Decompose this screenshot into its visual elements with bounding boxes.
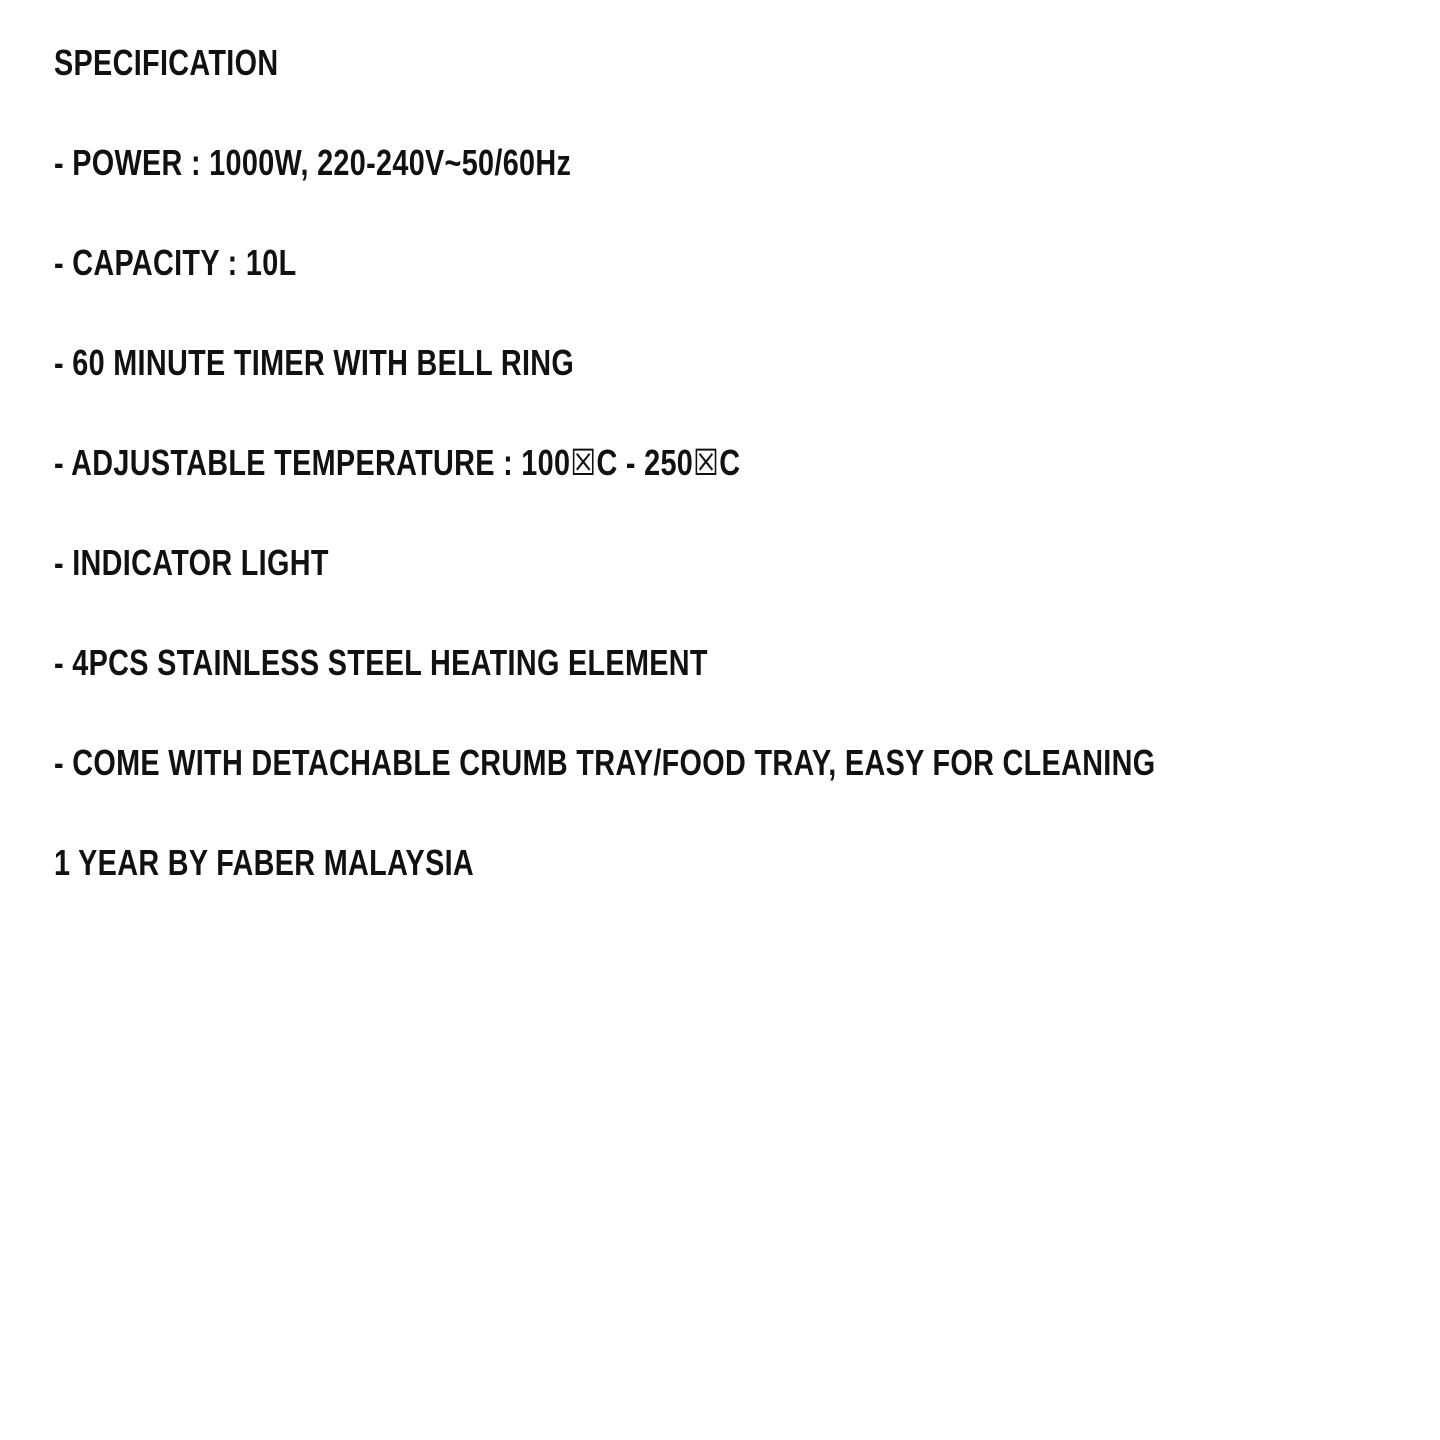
spec-item-capacity [54, 238, 1142, 338]
spec-item-crumb-tray [54, 738, 1156, 838]
spec-item-temperature [54, 438, 1142, 538]
spec-item-text: - COME WITH DETACHABLE CRUMB TRAY/FOOD TRAY, EASY FOR CLEANING [54, 742, 1156, 783]
spec-item-power [54, 138, 1142, 238]
spec-item-text: - 60 MINUTE TIMER WITH BELL RING [54, 342, 575, 383]
spec-item-text: - CAPACITY : 10L [54, 242, 297, 283]
spec-item-text: - INDICATOR LIGHT [54, 542, 329, 583]
spec-item-text: - POWER : 1000W, 220-240V~50/60Hz [54, 142, 572, 183]
spec-heading-text: SPECIFICATION [54, 42, 279, 83]
warranty-line [54, 838, 1142, 938]
spec-item-text: - ADJUSTABLE TEMPERATURE : 100☒C - 250☒C [54, 442, 741, 483]
spec-item-text: - 4PCS STAINLESS STEEL HEATING ELEMENT [54, 642, 708, 683]
warranty-text: 1 YEAR BY FABER MALAYSIA [54, 842, 475, 883]
spec-item-heating-element [54, 638, 1142, 738]
spec-item-indicator [54, 538, 1142, 638]
spec-heading [54, 38, 1142, 138]
specification-sheet [54, 38, 1414, 938]
spec-item-timer [54, 338, 1142, 438]
